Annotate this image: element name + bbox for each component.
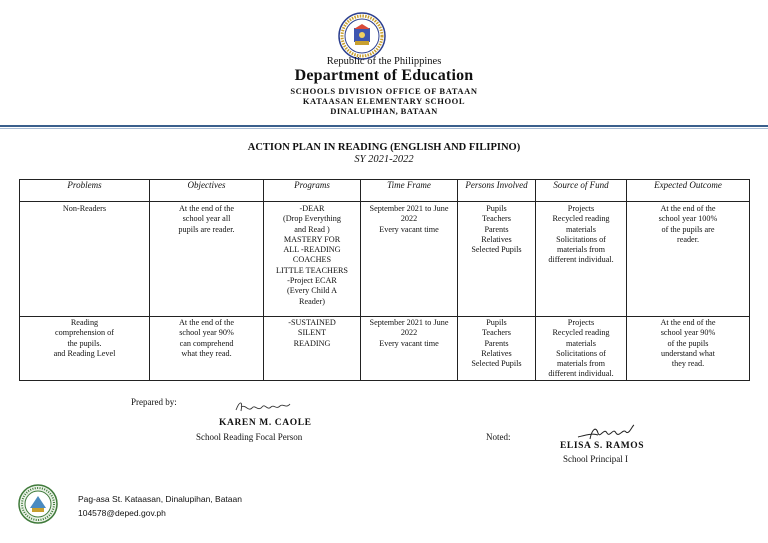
noter-name: ELISA S. RAMOS (560, 441, 645, 451)
table-cell: Non-Readers (62, 204, 107, 213)
table-cell: At the end of the school year 100% of the pupils are reader. (658, 204, 718, 244)
table-cell: Pupils Teachers Parents Relatives Selected Pupils (471, 318, 522, 369)
department-title: Department of Education (294, 67, 474, 84)
footer-address: Pag-asa St. Kataasan, Dinalupihan, Bataan (78, 494, 242, 504)
preparer-name: KAREN M. CAOLE (219, 418, 312, 428)
school-name: KATAASAN ELEMENTARY SCHOOL (302, 96, 466, 106)
column-header: Expected Outcome (627, 180, 750, 202)
republic-label: Republic of the Philippines (326, 56, 442, 67)
header-divider (0, 125, 768, 127)
table-cell: Pupils Teachers Parents Relatives Selected Pupils (471, 204, 522, 255)
action-plan-table (19, 179, 750, 381)
footer-email[interactable]: 104578@deped.gov.ph (78, 508, 166, 518)
table-row (20, 317, 750, 381)
preparer-signature (234, 398, 294, 416)
column-header: Source of Fund (536, 180, 627, 202)
table-row (20, 202, 750, 317)
preparer-role: School Reading Focal Person (196, 432, 303, 442)
table-cell: Projects Recycled reading materials Solicitations of materials from different individual. (548, 318, 614, 379)
column-header: Objectives (150, 180, 264, 202)
school-address: DINALUPIHAN, BATAAN (330, 106, 438, 116)
table-cell: At the end of the school year 90% can comprehend what they read. (178, 318, 235, 358)
table-cell: -DEAR (Drop Everything and Read ) MASTERY FOR ALL -READING COACHES LITTLE TEACHERS -Project ECAR (Every Child A Reader) (276, 204, 348, 306)
table-cell: September 2021 to June 2022 Every vacant time (369, 318, 449, 348)
table-cell: September 2021 to June 2022 Every vacant time (369, 204, 449, 234)
column-header: Programs (264, 180, 361, 202)
table-cell: At the end of the school year 90% of the pupils understand what they read. (660, 318, 716, 369)
table-cell: At the end of the school year all pupils are reader. (178, 204, 235, 234)
column-header: Persons Involved (458, 180, 536, 202)
table-header-row (20, 180, 750, 202)
prepared-by-label: Prepared by: (131, 397, 177, 407)
table-cell: -SUSTAINED SILENT READING (288, 318, 336, 348)
column-header: Problems (20, 180, 150, 202)
noter-signature (576, 423, 636, 441)
plan-title: ACTION PLAN IN READING (ENGLISH AND FILIPINO) (247, 142, 521, 153)
column-header: Time Frame (361, 180, 458, 202)
header-divider-shadow (0, 128, 768, 129)
table-cell: Reading comprehension of the pupils. and Reading Level (53, 318, 116, 358)
deped-seal-icon (338, 12, 386, 60)
noter-role: School Principal I (563, 454, 628, 464)
table-cell: Projects Recycled reading materials Solicitations of materials from different individual. (548, 204, 614, 265)
noted-label: Noted: (486, 432, 511, 442)
school-logo-icon (18, 484, 58, 524)
division-name: SCHOOLS DIVISION OFFICE OF BATAAN (290, 86, 478, 96)
school-year: SY 2021-2022 (354, 154, 414, 165)
